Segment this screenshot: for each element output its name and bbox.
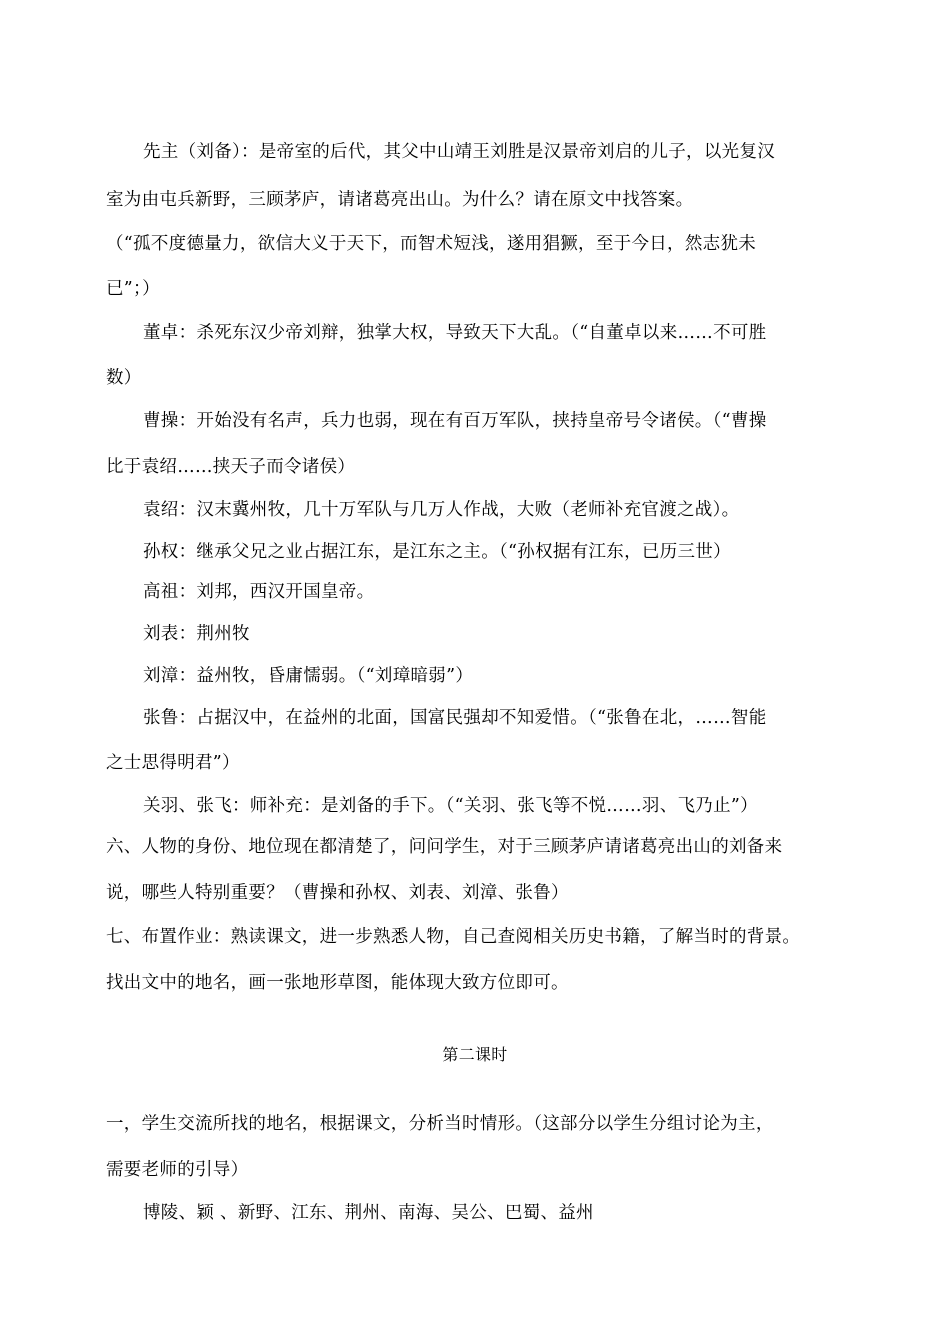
text-line: 先主（刘备）：是帝室的后代，其父中山靖王刘胜是汉景帝刘启的儿子，以光复汉 (143, 142, 776, 162)
text-line: 之士思得明君”） (106, 753, 240, 773)
text-line: 袁绍：汉末冀州牧，几十万军队与几万人作战，大败（老师补充官渡之战）。 (143, 500, 740, 520)
section-heading: 第二课时 (442, 1045, 508, 1064)
text-line: 孙权：继承父兄之业占据江东，是江东之主。（“孙权据有江东，已历三世） (143, 542, 731, 562)
text-line: 数） (106, 368, 142, 388)
text-line: 六、人物的身份、地位现在都清楚了，问问学生，对于三顾茅庐请诸葛亮出山的刘备来 (106, 837, 783, 857)
text-line: 曹操：开始没有名声，兵力也弱，现在有百万军队，挟持皇帝号令诸侯。（“曹操 (143, 411, 767, 431)
text-line: 比于袁绍……挟天子而令诸侯） (106, 457, 356, 477)
text-line: 一，学生交流所找的地名，根据课文，分析当时情形。（这部分以学生分组讨论为主， (106, 1114, 774, 1134)
text-line: （“孤不度德量力，欲信大义于天下，而智术短浅，遂用猖獗，至于今日，然志犹未 (106, 234, 757, 254)
text-line: 找出文中的地名，画一张地形草图，能体现大致方位即可。 (106, 973, 569, 993)
text-line: 已”；） (106, 279, 160, 299)
text-line: 说，哪些人特别重要？（曹操和孙权、刘表、刘漳、张鲁） (106, 883, 569, 903)
text-line: 七、布置作业：熟读课文，进一步熟悉人物，自己查阅相关历史书籍，了解当时的背景。 (106, 927, 801, 947)
text-line: 董卓：杀死东汉少帝刘辩，独掌大权，导致天下大乱。（“自董卓以来……不可胜 (143, 323, 767, 343)
text-line: 高祖：刘邦，西汉开国皇帝。 (143, 582, 375, 602)
text-line: 需要老师的引导） (106, 1160, 249, 1180)
text-line: 室为由屯兵新野，三顾茅庐，请诸葛亮出山。为什么？请在原文中找答案。 (106, 190, 694, 210)
text-line: 张鲁：占据汉中，在益州的北面，国富民强却不知爱惜。（“张鲁在北，……智能 (143, 708, 767, 728)
text-line: 关羽、张飞：师补充：是刘备的手下。（“关羽、张飞等不悦……羽、飞乃止”） (143, 796, 758, 816)
text-line: 博陵、颖 、新野、江东、荆州、南海、吴公、巴蜀、益州 (143, 1203, 594, 1223)
text-line: 刘表：荆州牧 (143, 624, 250, 644)
text-line: 刘漳：益州牧，昏庸懦弱。（“刘璋暗弱”） (143, 666, 474, 686)
